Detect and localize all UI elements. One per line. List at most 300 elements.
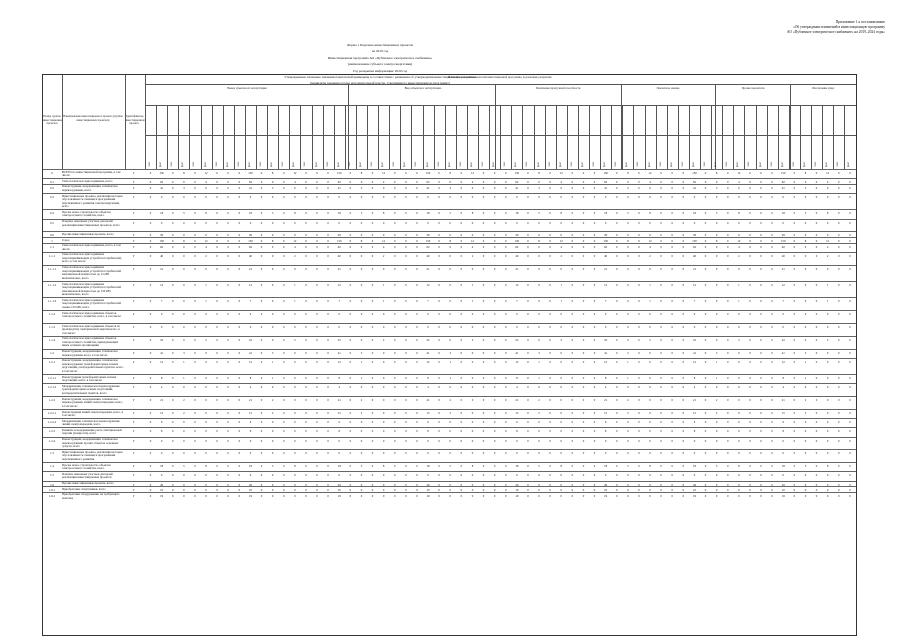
- row-unit: Г: [133, 325, 135, 329]
- row-value: 5: [449, 464, 451, 469]
- row-value: 0: [282, 493, 285, 498]
- table-row: [43, 252, 856, 266]
- row-value: 0: [504, 385, 507, 390]
- row-value: 4: [560, 180, 562, 185]
- row-value: 0: [149, 325, 152, 329]
- row-value: 0: [649, 220, 651, 225]
- row-value: 0: [593, 473, 596, 478]
- row-value: 0: [294, 429, 296, 434]
- row-value: 7: [604, 299, 607, 304]
- row-value: 0: [849, 473, 851, 478]
- row-value: 0: [194, 180, 196, 185]
- row-value: 0: [493, 253, 496, 258]
- row-value: 0: [837, 239, 840, 243]
- row-value: 0: [615, 244, 618, 249]
- row-value: 0: [615, 398, 618, 403]
- row-value: 0: [493, 185, 496, 190]
- row-value: 0: [171, 195, 174, 199]
- row-value: 0: [327, 244, 329, 249]
- row-value: 0: [638, 220, 640, 225]
- row-unit: Г: [133, 239, 135, 243]
- row-value: 0: [227, 220, 229, 225]
- row-value: 0: [371, 398, 374, 403]
- row-value: 0: [382, 195, 385, 199]
- row-value: 0: [693, 438, 696, 443]
- row-value: 0: [349, 385, 352, 390]
- row-value: 0: [682, 266, 685, 271]
- row-value: 0: [582, 233, 585, 238]
- row-value: 0: [149, 220, 152, 225]
- row-value: 0: [715, 299, 718, 304]
- row-value: 0: [149, 451, 152, 456]
- row-value: 0: [837, 233, 840, 238]
- row-value: 0: [615, 493, 618, 498]
- row-value: 0: [227, 325, 229, 329]
- row-value: 0: [327, 420, 329, 425]
- row-value: 0: [238, 438, 241, 443]
- row-value: 0: [738, 488, 740, 493]
- row-value: 0: [582, 325, 585, 329]
- row-value: 0: [260, 337, 263, 342]
- row-value: 0: [493, 411, 496, 415]
- row-value: 0: [726, 312, 729, 317]
- col-subhead: план: [347, 161, 351, 167]
- grid-vline: [411, 105, 412, 169]
- row-value: 0: [549, 180, 551, 185]
- row-value: 12: [648, 171, 652, 175]
- row-value: 0: [527, 239, 529, 243]
- row-value: 0: [405, 385, 407, 390]
- grid-vline: [245, 105, 246, 169]
- grid-vline: [700, 105, 701, 169]
- row-value: 0: [504, 283, 507, 287]
- row-value: 0: [604, 220, 607, 225]
- row-value: 0: [715, 266, 718, 271]
- row-value: 0: [837, 185, 840, 190]
- col-subhead: факт: [780, 161, 784, 167]
- col-subhead: факт: [270, 161, 274, 167]
- row-value: 0: [183, 482, 185, 487]
- row-name: Технологическое присоединение объектов электросетевого хозяйства, принадлежащих иным сетевым организациям: [62, 336, 119, 348]
- row-unit: Г: [133, 411, 135, 415]
- row-code: 0.1: [50, 180, 54, 185]
- program-subtitle: (наименование субъекта электроэнергетики): [347, 62, 413, 67]
- row-value: 0: [260, 488, 263, 493]
- row-value: 0: [194, 239, 196, 243]
- row-value: 0: [760, 350, 762, 355]
- grid-vline: [456, 105, 457, 169]
- row-value: 0: [649, 312, 651, 317]
- row-value: 0: [638, 350, 640, 355]
- row-value: 0: [482, 180, 485, 185]
- row-value: 0: [793, 359, 796, 364]
- row-value: 0: [615, 220, 618, 225]
- row-value: 0: [282, 359, 285, 364]
- row-value: 0: [571, 244, 574, 249]
- row-value: 1: [627, 376, 629, 381]
- row-value: 8: [427, 429, 429, 434]
- header-right-line: «Об утверждении изменений в инвестиционную программу: [793, 24, 885, 29]
- row-value: 0: [815, 266, 818, 271]
- row-value: 2: [560, 253, 562, 258]
- row-value: 0: [160, 220, 163, 225]
- grid-vline: [633, 105, 634, 169]
- row-value: 7: [693, 299, 696, 304]
- row-name: Реконструкция линий электропередачи, всего, в том числе:: [62, 409, 124, 418]
- row-value: 0: [271, 451, 274, 456]
- row-value: 0: [238, 385, 241, 390]
- row-value: 0: [260, 211, 263, 216]
- row-value: 0: [294, 312, 296, 317]
- row-value: 0: [382, 420, 385, 425]
- row-value: 0: [760, 195, 762, 199]
- row-value: 0: [393, 233, 396, 238]
- col-subhead: факт: [159, 161, 163, 167]
- row-value: 0: [582, 359, 585, 364]
- row-value: 0: [571, 473, 574, 478]
- row-value: 0: [815, 451, 818, 456]
- grid-vline: [744, 105, 745, 169]
- row-value: 0: [760, 488, 762, 493]
- row-value: 0: [238, 488, 241, 493]
- row-value: 0: [438, 244, 440, 249]
- row-value: 0: [449, 429, 451, 434]
- row-value: 0: [482, 283, 485, 287]
- row-value: 0: [316, 359, 318, 364]
- row-value: 0: [149, 438, 152, 443]
- row-value: 0: [471, 359, 474, 364]
- row-value: 0: [338, 220, 340, 225]
- grid-vline: [645, 105, 646, 169]
- row-value: 4: [382, 244, 385, 249]
- row-value: 0: [593, 180, 596, 185]
- row-value: 0: [749, 253, 751, 258]
- row-value: 0: [627, 195, 629, 199]
- row-value: 0: [349, 350, 352, 355]
- row-value: 4: [516, 385, 518, 390]
- row-value: 0: [427, 220, 429, 225]
- grid-vline: [778, 105, 779, 169]
- row-value: 0: [516, 325, 518, 329]
- row-value: 0: [238, 312, 241, 317]
- row-value: 0: [571, 211, 574, 216]
- row-value: 0: [660, 220, 662, 225]
- row-value: 0: [804, 244, 807, 249]
- row-value: 0: [349, 244, 352, 249]
- row-value: 0: [749, 185, 751, 190]
- row-value: 8: [782, 429, 784, 434]
- row-value: 0: [516, 438, 518, 443]
- row-value: 21: [515, 266, 519, 271]
- row-value: 0: [593, 488, 596, 493]
- row-value: 3: [627, 350, 629, 355]
- row-value: 0: [216, 266, 218, 271]
- row-value: 0: [460, 464, 463, 469]
- row-value: 62: [160, 180, 164, 185]
- row-value: 0: [538, 473, 540, 478]
- row-name: Реконструкция, модернизация, техническое перевооружение прочих объектов основных средств, всего: [62, 437, 119, 449]
- row-value: 0: [571, 464, 574, 469]
- row-value: 0: [271, 493, 274, 498]
- row-value: 0: [771, 420, 773, 425]
- row-value: 0: [183, 337, 185, 342]
- row-value: 0: [760, 482, 762, 487]
- row-value: 0: [760, 239, 762, 243]
- row-value: 0: [271, 180, 274, 185]
- row-value: 150: [603, 239, 608, 243]
- row-value: 0: [305, 337, 307, 342]
- row-value: 3: [715, 350, 718, 355]
- row-value: 0: [804, 266, 807, 271]
- row-value: 0: [627, 253, 629, 258]
- row-value: 0: [360, 438, 363, 443]
- row-value: 12: [515, 359, 519, 364]
- row-value: 0: [560, 429, 562, 434]
- row-value: 41: [248, 185, 252, 190]
- row-value: 15: [604, 411, 608, 415]
- row-name: ВСЕГО по инвестиционной программе, в том числе:: [62, 169, 121, 178]
- row-value: 0: [382, 266, 385, 271]
- row-value: 0: [349, 473, 352, 478]
- row-value: 0: [416, 473, 418, 478]
- row-value: 0: [416, 398, 418, 403]
- row-value: 1: [183, 376, 185, 381]
- row-value: 0: [504, 211, 507, 216]
- row-value: 0: [460, 180, 463, 185]
- row-value: 0: [837, 359, 840, 364]
- row-value: 0: [815, 244, 818, 249]
- row-value: 19: [692, 493, 696, 498]
- row-value: 0: [837, 211, 840, 216]
- col-subhead: факт: [514, 161, 518, 167]
- row-value: 0: [149, 488, 152, 493]
- row-value: 0: [260, 244, 263, 249]
- row-value: 0: [194, 473, 196, 478]
- row-value: 12: [781, 359, 785, 364]
- row-value: 0: [316, 312, 318, 317]
- row-value: 0: [282, 411, 285, 415]
- row-value: 0: [571, 420, 574, 425]
- row-unit: Г: [133, 473, 135, 478]
- row-value: 0: [538, 244, 540, 249]
- row-value: 0: [493, 464, 496, 469]
- row-value: 0: [438, 438, 440, 443]
- grid-vline: [356, 105, 357, 169]
- row-value: 0: [371, 171, 374, 175]
- row-value: 0: [305, 220, 307, 225]
- row-value: 0: [738, 195, 740, 199]
- row-value: 0: [804, 473, 807, 478]
- row-value: 0: [749, 299, 751, 304]
- row-value: 6: [249, 420, 252, 425]
- row-value: 0: [438, 359, 440, 364]
- row-value: 0: [815, 325, 818, 329]
- row-value: 0: [504, 312, 507, 317]
- row-value: 0: [826, 185, 829, 190]
- row-value: 0: [571, 398, 574, 403]
- row-value: 0: [371, 185, 374, 190]
- row-value: 2: [538, 398, 540, 403]
- row-value: 0: [227, 438, 229, 443]
- row-value: 1: [382, 299, 385, 304]
- row-value: 0: [149, 239, 152, 243]
- row-value: 8: [604, 429, 607, 434]
- row-name: Инвестиционные проекты, реализация которых обусловливается схемами и программами перспективного развития электроэнергетики, всего: [62, 193, 123, 209]
- row-code: 1.1.4: [49, 337, 55, 342]
- row-value: 0: [249, 438, 252, 443]
- row-value: 21: [515, 398, 519, 403]
- row-value: 0: [282, 420, 285, 425]
- grid-vline: [722, 105, 723, 169]
- row-value: 0: [826, 385, 829, 390]
- row-value: 0: [527, 266, 529, 271]
- row-value: 0: [704, 385, 707, 390]
- row-value: 0: [527, 488, 529, 493]
- row-value: 0: [171, 385, 174, 390]
- row-value: 0: [305, 195, 307, 199]
- row-value: 0: [316, 266, 318, 271]
- row-value: 41: [160, 185, 164, 190]
- row-value: 0: [416, 233, 418, 238]
- row-value: 0: [749, 359, 751, 364]
- row-value: 0: [627, 493, 629, 498]
- row-value: 0: [604, 195, 607, 199]
- row-value: 0: [460, 171, 463, 175]
- grid-vline: [278, 105, 279, 169]
- row-value: 1: [294, 299, 296, 304]
- row-value: 0: [216, 211, 218, 216]
- row-value: 0: [504, 195, 507, 199]
- row-name: Технологическое присоединение энергопринимающих устройств потребителей максимальной мощностью до 150 кВт включительно, всего: [62, 281, 121, 297]
- row-value: 0: [715, 233, 718, 238]
- row-value: 0: [416, 411, 418, 415]
- row-value: 0: [438, 429, 440, 434]
- row-unit: Г: [133, 253, 135, 258]
- row-value: 0: [405, 325, 407, 329]
- row-code: 0.3: [50, 195, 54, 199]
- row-value: 0: [682, 171, 685, 175]
- row-value: 0: [216, 438, 218, 443]
- row-value: 0: [482, 482, 485, 487]
- row-value: 0: [671, 464, 673, 469]
- row-value: 0: [460, 299, 463, 304]
- row-value: 8: [449, 239, 451, 243]
- row-value: 0: [849, 488, 851, 493]
- row-value: 150: [780, 239, 786, 243]
- row-value: 0: [704, 464, 707, 469]
- row-value: 0: [671, 233, 673, 238]
- grid-vline: [400, 105, 401, 169]
- table-row: [43, 396, 856, 410]
- row-value: 0: [604, 451, 607, 456]
- row-value: 0: [793, 244, 796, 249]
- row-value: 0: [837, 464, 840, 469]
- row-value: 29: [248, 233, 252, 238]
- grid-vline: [822, 105, 823, 169]
- row-value: 0: [815, 438, 818, 443]
- row-value: 0: [726, 180, 729, 185]
- row-unit: Г: [133, 438, 135, 443]
- col-subhead: план: [592, 161, 595, 167]
- row-value: 0: [704, 420, 707, 425]
- row-value: 0: [726, 211, 729, 216]
- grid-vline: [178, 105, 179, 169]
- row-unit: Г: [133, 337, 135, 342]
- row-value: 0: [360, 299, 363, 304]
- row-value: 0: [504, 350, 507, 355]
- col-subhead: план: [148, 161, 151, 167]
- row-value: 0: [738, 385, 740, 390]
- row-value: 0: [471, 398, 474, 403]
- row-value: 0: [760, 385, 762, 390]
- row-value: 0: [194, 337, 196, 342]
- grid-vline: [434, 105, 435, 169]
- row-value: 18: [604, 464, 608, 469]
- row-value: 0: [671, 359, 673, 364]
- row-value: 0: [349, 253, 352, 258]
- row-value: 2: [360, 411, 363, 415]
- row-value: 0: [171, 493, 174, 498]
- row-value: 0: [183, 195, 185, 199]
- col-subhead: факт: [403, 161, 407, 167]
- row-value: 0: [504, 266, 507, 271]
- row-value: 40: [337, 253, 341, 258]
- row-name: Приобретение оборудования, не требующего монтажа: [62, 492, 120, 500]
- row-value: 0: [471, 438, 474, 443]
- row-value: 0: [738, 429, 740, 434]
- row-value: 0: [549, 359, 551, 364]
- row-value: 0: [671, 411, 673, 415]
- row-value: 0: [183, 473, 185, 478]
- row-value: 0: [316, 337, 318, 342]
- row-value: 0: [538, 385, 540, 390]
- row-value: 0: [749, 398, 751, 403]
- row-value: 0: [327, 312, 329, 317]
- row-value: 0: [638, 266, 640, 271]
- row-value: 0: [471, 411, 474, 415]
- row-value: 0: [649, 451, 651, 456]
- row-value: 0: [238, 180, 241, 185]
- row-value: 0: [371, 266, 374, 271]
- row-value: 8: [649, 464, 651, 469]
- row-value: 0: [671, 473, 673, 478]
- row-value: 0: [360, 180, 363, 185]
- row-value: 29: [160, 233, 164, 238]
- row-value: 21: [604, 398, 608, 403]
- row-value: 0: [682, 233, 685, 238]
- row-value: 0: [249, 473, 252, 478]
- row-value: 0: [604, 325, 607, 329]
- row-value: 0: [738, 411, 740, 415]
- row-value: 0: [593, 283, 596, 287]
- row-value: 3: [804, 350, 807, 355]
- row-value: 0: [604, 312, 607, 317]
- row-value: 0: [183, 488, 185, 493]
- row-value: 0: [771, 488, 773, 493]
- col-subhead: факт: [580, 161, 584, 167]
- row-value: 0: [771, 438, 773, 443]
- row-value: 0: [582, 464, 585, 469]
- row-value: 0: [294, 411, 296, 415]
- row-value: 0: [327, 253, 329, 258]
- row-value: 0: [405, 438, 407, 443]
- col-subhead: план: [192, 161, 196, 167]
- row-value: 0: [849, 493, 851, 498]
- row-value: 0: [271, 429, 274, 434]
- row-value: 0: [316, 185, 318, 190]
- row-value: 0: [471, 451, 474, 456]
- row-value: 0: [260, 420, 263, 425]
